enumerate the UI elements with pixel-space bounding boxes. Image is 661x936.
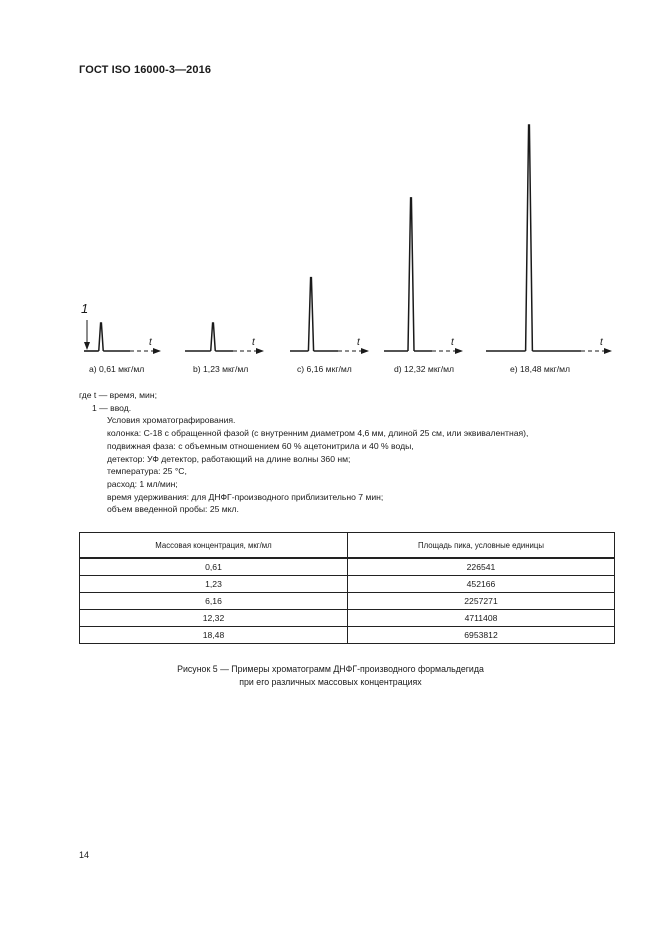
condition-temperature: температура: 25 °С,: [107, 466, 187, 477]
legend-injection: 1 — ввод.: [92, 402, 132, 413]
chromatogram-peak: [408, 198, 414, 351]
cell-concentration: 18,48: [80, 627, 348, 644]
chromatogram-figure: [0, 0, 661, 385]
figure-legend: [79, 389, 528, 516]
condition-detector: детектор: УФ детектор, работающий на длине волны 360 нм;: [107, 453, 351, 464]
condition-column: колонка: С-18 с обращенной фазой (с внутренним диаметром 4,6 мм, длиной 25 см, или эквивалентная),: [107, 428, 529, 439]
panel-label: c) 6,16 мкг/мл: [297, 364, 352, 374]
peak-area-table: [79, 532, 615, 644]
panel-label: b) 1,23 мкг/мл: [193, 364, 249, 374]
table-header-row: [80, 533, 615, 559]
caption-line-1: Рисунок 5 — Примеры хроматограмм ДНФГ-производного формальдегида: [177, 664, 484, 674]
time-axis-label: t: [600, 337, 603, 348]
cell-peak-area: 452166: [348, 576, 615, 593]
cell-peak-area: 226541: [348, 558, 615, 576]
time-axis-label: t: [357, 337, 360, 348]
time-axis-label: t: [252, 337, 255, 348]
document-header: ГОСТ ISO 16000-3—2016: [79, 64, 212, 76]
panel-label: d) 12,32 мкг/мл: [394, 364, 455, 374]
cell-peak-area: 4711408: [348, 610, 615, 627]
time-axis-label: t: [149, 337, 152, 348]
figure-caption: [0, 663, 661, 689]
chromatogram-peak: [99, 323, 103, 351]
injection-marker-label: 1: [81, 301, 89, 316]
table-row: [80, 593, 615, 610]
chromatogram-peak: [526, 125, 533, 351]
panel-label: a) 0,61 мкг/мл: [89, 364, 145, 374]
condition-flow: расход: 1 мл/мин;: [107, 478, 178, 489]
legend-time: где t — время, мин;: [79, 390, 157, 400]
table-row: [80, 576, 615, 593]
panel-label: e) 18,48 мкг/мл: [510, 364, 571, 374]
cell-concentration: 1,23: [80, 576, 348, 593]
header-peak-area: Площадь пика, условные единицы: [348, 533, 615, 559]
cell-concentration: 12,32: [80, 610, 348, 627]
table-row: [80, 610, 615, 627]
condition-retention: время удерживания: для ДНФГ-производного приблизительно 7 мин;: [107, 491, 384, 502]
table-row: [80, 558, 615, 576]
table-row: [80, 627, 615, 644]
caption-line-2: при его различных массовых концентрациях: [239, 677, 422, 687]
cell-peak-area: 6953812: [348, 627, 615, 644]
cell-concentration: 6,16: [80, 593, 348, 610]
condition-mobile-phase: подвижная фаза: с объемным отношением 60 % ацетонитрила и 40 % воды,: [107, 440, 414, 451]
chromatogram-peak: [211, 323, 216, 351]
cell-peak-area: 2257271: [348, 593, 615, 610]
cell-concentration: 0,61: [80, 558, 348, 576]
conditions-title: Условия хроматографирования.: [107, 415, 236, 426]
page-number: 14: [79, 850, 90, 860]
header-concentration: Массовая концентрация, мкг/мл: [80, 533, 348, 559]
condition-volume: объем введенной пробы: 25 мкл.: [107, 504, 239, 515]
chromatogram-peak: [308, 278, 313, 351]
time-axis-label: t: [451, 337, 454, 348]
